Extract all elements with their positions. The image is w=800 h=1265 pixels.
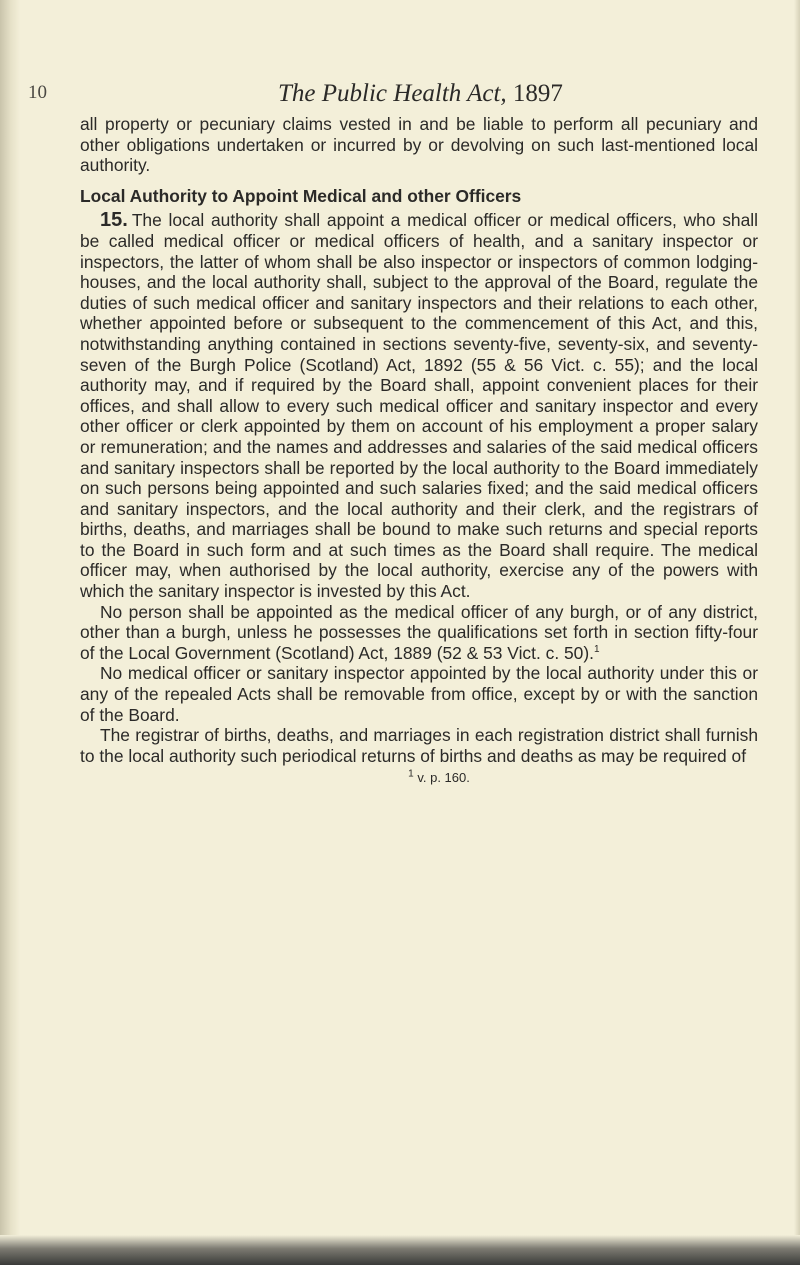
section-15-paragraph (80, 210, 758, 601)
section-heading: Local Authority to Appoint Medical and other Officers (80, 185, 522, 206)
footnote-reference: 1 (593, 644, 600, 656)
paragraph-removal (80, 663, 758, 725)
section-number: 15. (100, 209, 128, 232)
page-edge (794, 0, 800, 1265)
footnote-mark: 1 (408, 769, 414, 781)
running-title (278, 80, 563, 108)
page-binding-shadow (0, 0, 20, 1265)
running-title-year: 1897 (512, 80, 563, 107)
running-title-text: The Public Health Act, (278, 80, 507, 107)
registrar-text: The registrar of births, deaths, and marriages in each registration district shall furnish to the local authority such periodical returns of births and deaths as may be required of (80, 725, 758, 766)
paragraph-continuation: all property or pecuniary claims vested in and be liable to perform all pecuniary and other obligations undertaken or incurred by or devolving on such last-mentioned local authority. (80, 114, 758, 176)
paragraph-registrar (80, 725, 758, 766)
removal-text: No medical officer or sanitary inspector appointed by the local authority under this or any of the repealed Acts shall be removable from office, except by or with the sanction of the Board. (80, 663, 758, 725)
body-text (80, 114, 758, 789)
book-bottom-edge (0, 1235, 800, 1265)
paragraph-qualifications (80, 602, 758, 664)
qualifications-text: No person shall be appointed as the medical officer of any burgh, or of any district, other than a burgh, unless he possesses the qualifications set forth in section fifty-four of the Local Government (Scotland) Act, 1889 (52 & 53 Vict. c. 50). (80, 601, 758, 663)
page-number: 10 (28, 82, 47, 103)
running-head (28, 72, 758, 112)
section-15-text: The local authority shall appoint a medical officer or medical officers, who shall be called medical officer or medical officers of health, and a sanitary inspector or inspectors, the latter of whom shall be also inspector or inspectors of common lodging-houses, and the local authority shall, subject to the approval of the Board, regulate the duties of such medical officer and sanitary inspectors and their relations to each other, whether appointed before or subsequent to the commencement of this Act, and this, notwithstanding anything contained in sections seventy-five, seventy-six, and seventy-seven of the Burgh Police (Scotland) Act, 1892 (55 & 56 Vict. c. 55); and the local authority may, and if required by the Board shall, appoint convenient places for their offices, and shall allow to every such medical officer and sanitary inspector and every other officer or clerk appointed by them on account of his employment a proper salary or remuneration; and the names and addresses and salaries of the said medical officers and sanitary inspectors shall be reported by the local authority to the Board immediately on such persons being appointed and such salaries fixed; and the said medical officers and sanitary inspectors, and the local authority and their clerk, and the registrars of births, deaths, and marriages shall be bound to make such returns and special reports to the Board in such form and at such times as the Board shall require. The medical officer may, when authorised by the local authority, exercise any of the powers with which the sanitary inspector is invested by this Act. (80, 210, 758, 602)
footnote (80, 768, 758, 789)
footnote-text: v. p. 160. (417, 770, 470, 786)
book-page (28, 72, 758, 789)
